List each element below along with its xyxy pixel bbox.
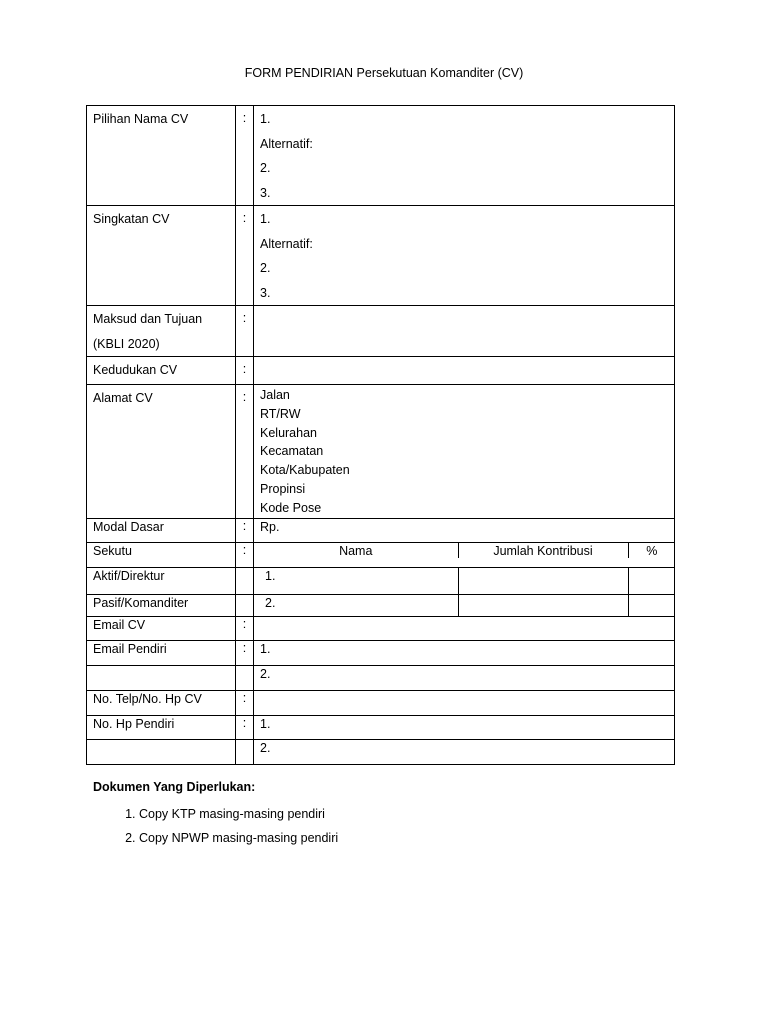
empty-colon-cell: [236, 665, 254, 690]
line-item: 1.: [260, 212, 271, 226]
line-item: Alternatif:: [260, 236, 313, 251]
line-item: 2.: [260, 161, 271, 175]
label-line: (KBLI 2020): [93, 336, 160, 351]
documents-heading: Dokumen Yang Diperlukan:: [93, 780, 256, 794]
documents-section: [93, 778, 338, 850]
label-email-pendiri: Email Pendiri: [87, 640, 236, 665]
label-email-cv: Email CV: [87, 616, 236, 640]
header-jumlah-kontribusi: Jumlah Kontribusi: [458, 543, 628, 558]
address-line: Kode Pose: [260, 500, 322, 515]
pasif-nama-field[interactable]: [254, 595, 458, 616]
row-modal: [87, 518, 675, 542]
pasif-inner: [254, 595, 675, 616]
line-item: Alternatif:: [260, 136, 313, 151]
address-line: RT/RW: [260, 406, 301, 421]
label-kedudukan: Kedudukan CV: [87, 357, 236, 385]
line-item: 3.: [260, 185, 271, 200]
field-kedudukan[interactable]: [254, 357, 675, 385]
field-modal[interactable]: Rp.: [254, 518, 675, 542]
sekutu-header-cell: [254, 542, 675, 567]
label-sekutu: Sekutu: [87, 542, 236, 567]
label-pilihan-nama: Pilihan Nama CV: [87, 106, 236, 206]
field-telp[interactable]: [254, 690, 675, 715]
row-pilihan-nama: [87, 106, 675, 206]
field-alamat[interactable]: [254, 385, 675, 519]
row-pasif: [87, 594, 675, 616]
document-item: 1. Copy KTP masing-masing pendiri: [139, 802, 338, 826]
pasif-cells: [254, 594, 675, 616]
row-hp-pendiri-2: [87, 739, 675, 764]
address-line: Jalan: [260, 388, 290, 402]
aktif-kontribusi-field[interactable]: [458, 568, 628, 594]
label-hp-pendiri: No. Hp Pendiri: [87, 715, 236, 739]
empty-label-cell: [87, 739, 236, 764]
row-hp-pendiri: [87, 715, 675, 739]
field-hp-pendiri-1[interactable]: 1.: [254, 715, 675, 739]
aktif-percent-field[interactable]: [628, 568, 675, 594]
aktif-nama-field[interactable]: [254, 568, 458, 594]
label-maksud: [87, 306, 236, 357]
label-aktif: Aktif/Direktur: [87, 567, 236, 594]
documents-list: [93, 802, 338, 850]
colon: :: [236, 518, 254, 542]
pasif-num: 2.: [265, 595, 276, 610]
label-alamat: Alamat CV: [87, 385, 236, 519]
sekutu-header: [254, 543, 675, 558]
aktif-cells: [254, 567, 675, 594]
colon: :: [236, 357, 254, 385]
label-telp: No. Telp/No. Hp CV: [87, 690, 236, 715]
row-telp: [87, 690, 675, 715]
row-maksud: [87, 306, 675, 357]
row-alamat: [87, 385, 675, 519]
row-email-pendiri: [87, 640, 675, 665]
address-line: Kecamatan: [260, 444, 324, 459]
colon: :: [236, 385, 254, 519]
field-maksud[interactable]: [254, 306, 675, 357]
empty-colon-cell: [236, 567, 254, 594]
empty-colon-cell: [236, 594, 254, 616]
colon: :: [236, 715, 254, 739]
field-email-pendiri-2[interactable]: 2.: [254, 665, 675, 690]
field-hp-pendiri-2[interactable]: 2.: [254, 739, 675, 764]
field-singkatan[interactable]: [254, 206, 675, 306]
label-singkatan: Singkatan CV: [87, 206, 236, 306]
row-email-cv: [87, 616, 675, 640]
document-item: 2. Copy NPWP masing-masing pendiri: [139, 826, 338, 850]
page-title: FORM PENDIRIAN Persekutuan Komanditer (CV): [244, 66, 524, 80]
address-line: Propinsi: [260, 481, 306, 496]
form-table: [86, 105, 675, 765]
field-pilihan-nama[interactable]: [254, 106, 675, 206]
address-line: Kelurahan: [260, 425, 317, 440]
colon: :: [236, 106, 254, 206]
header-percent: %: [646, 543, 658, 558]
line-item: 2.: [260, 261, 271, 275]
address-line: Kota/Kabupaten: [260, 463, 350, 478]
label-pasif: Pasif/Komanditer: [87, 594, 236, 616]
field-email-cv[interactable]: [254, 616, 675, 640]
label-modal: Modal Dasar: [87, 518, 236, 542]
colon: :: [236, 306, 254, 357]
pasif-percent-field[interactable]: [628, 595, 675, 616]
pasif-kontribusi-field[interactable]: [458, 595, 628, 616]
line-item: 3.: [260, 285, 271, 300]
colon: :: [236, 690, 254, 715]
colon: :: [236, 206, 254, 306]
row-singkatan: [87, 206, 675, 306]
row-email-pendiri-2: [87, 665, 675, 690]
aktif-inner: [254, 568, 675, 594]
aktif-num: 1.: [265, 568, 276, 583]
row-kedudukan: [87, 357, 675, 385]
empty-label-cell: [87, 665, 236, 690]
colon: :: [236, 640, 254, 665]
label-line: Maksud dan Tujuan: [93, 312, 203, 326]
line-item: 1.: [260, 112, 271, 126]
empty-colon-cell: [236, 739, 254, 764]
row-aktif: [87, 567, 675, 594]
row-sekutu: [87, 542, 675, 567]
field-email-pendiri-1[interactable]: 1.: [254, 640, 675, 665]
colon: :: [236, 616, 254, 640]
header-nama: Nama: [254, 543, 458, 558]
colon: :: [236, 542, 254, 567]
